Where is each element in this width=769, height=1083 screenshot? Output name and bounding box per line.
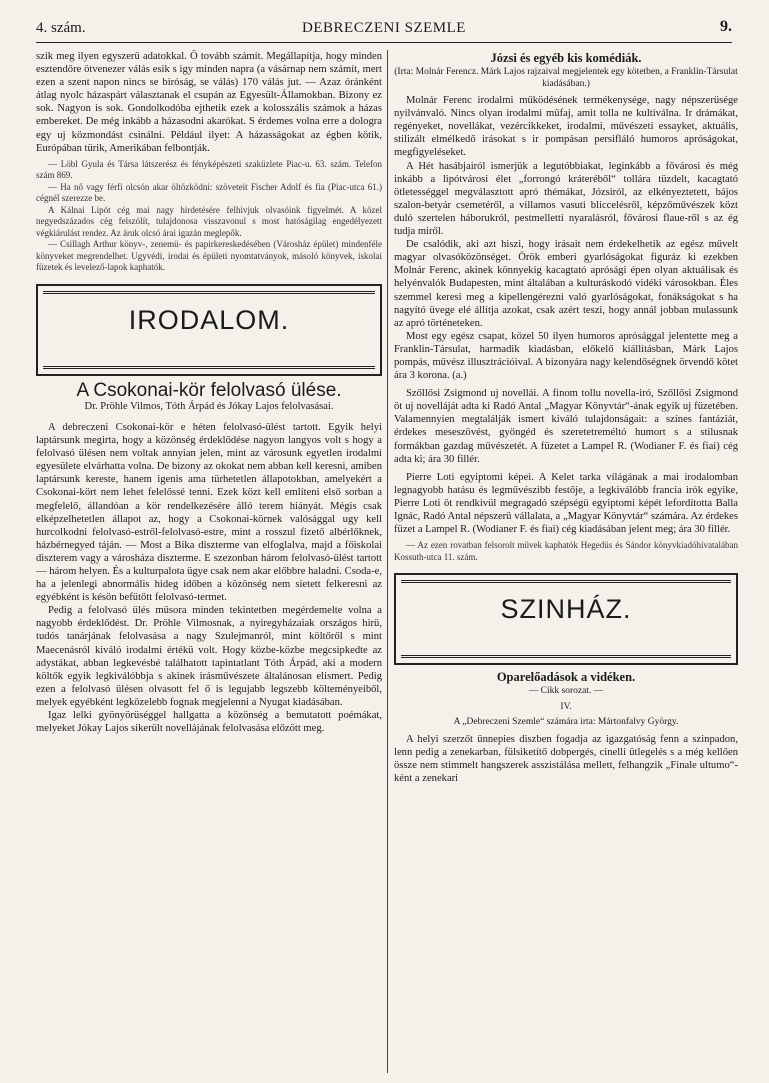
review-paragraph: A Hét hasábjairól ismerjük a legutóbbiakat, leginkább a fővárosi és még inkább a lipótvárosi élet „forrongó kráteréből“ tollára tüzdelt, kacagtató ötletességgel megválasztott apró thémákat, Józsiról, az elkényeztetett, bájos szalon-betyár csemetéről, a villamos vasuti bliccelésről, képzőművészek közt duló szertelen háborukról, pestmelletti nyaralásról, fővárosi flaue-ről s az ég tudja miről. — [394, 160, 738, 238]
review-loti: Pierre Loti egyiptomi képei. A Kelet tarka világának a mai irodalomban legnagyobb hatásu és legművészibb festője, a legkiválóbb francia irók egyike, Pierre Loti öt rendkivül megragadó szépségü egyiptomi képét lefordította Balla Ignác, Radó Antal népszerü vállalata, a „Magyar Könyvtár“ számára. Az érdekes füzet a Lampel R. (Wodianer F. és fiai) cég kiadásában jelent meg; ára 30 fillér. — [394, 471, 738, 536]
column-divider — [387, 50, 388, 1073]
review-paragraph: Molnár Ferenc irodalmi működésének termékenysége, nagy népszerüsége nyilvánvaló. Nincs olyan irodalmi műfaj, amit tolla ne kultiválna. Ir drámákat, regényeket, novellákat, vezércikkeket, irodalmi, művészeti essayket, aktuális, stilizált elmélkedő irásokat s ir pompásan persifláló humoros apróságokat, megfigyeléseket. — [394, 95, 738, 159]
issue-number: 4. szám. — [36, 20, 86, 36]
masthead-title: DEBRECZENI SZEMLE — [302, 20, 466, 36]
review-title-jozsi: Józsi és egyéb kis komédiák. — [490, 51, 642, 65]
ad-csillagh: — Csillagh Arthur könyv-, zenemü- és papirkereskedésében (Városház épület) mindenféle könyveket megrendelhet. Ugyvédi, irodai és épületi nyomtatványok, másoló könyvek, iskolai füzetek és levelező-lapok kaphatók. — [36, 239, 382, 273]
theatre-series: — Cikk sorozat. — — [528, 686, 604, 697]
theatre-title: Oparelőadások a vidéken. — [496, 670, 636, 685]
review-credit: (Irta: Molnár Ferencz. Márk Lajos rajzaival megjelentek egy kötetben, a Franklin-Társulat kiadásában.) — [394, 67, 738, 89]
article-title: A Csokonai-kör felolvasó ülése. — [76, 379, 342, 401]
ad-lobl: — Löbl Gyula és Társa látszerész és fényképészeti szaküzlete Piac-u. 63. szám. Telefon szám 869. — [36, 158, 382, 181]
theatre-paragraph: A helyi szerzőt ünnepies diszben fogadja az igazgatóság fenn a szinpadon, lenn pedig a zenekarban, fülsiketítő dobpergés, cinelli ütlegelés s a még kellően össze nem stimmelt hangszerek asszistálása mellett, felhangzik „Finale ultumo“-ként a zenekari — [394, 733, 738, 785]
page-header — [36, 18, 732, 43]
article-paragraph: Pedig a felolvasó ülés műsora minden tekintetben megérdemelte volna a nagyobb érdeklődést. Dr. Pröhle Vilmosnak, a nyiregyházaiak országos hirü, tudós tanárjának felolvasása a nagy Szulejmanról, mint költőről s mint Maecenásról kiváló irodalmi értékü volt. Hogy közbe-közbe megcsipkedte az adystákat, abban legkevésbé találhatott tapintatlant Tóth Árpád, aki a modern költők egyik legkiválóbbja s akinek irásművészete általánosan elismert. Pedig ezen a felolvasó ülésen olvasott fel ő is legujabb legszebb költeményeiből, melyek egyébként legközelebb fognak megjelenni a Nyugat kiadásában. — [36, 605, 382, 708]
theatre-part: IV. — [560, 701, 572, 712]
section-title-irodalom: IRODALOM. — [128, 304, 290, 335]
ad-fischer: — Ha nő vagy férfi olcsón akar öltözködni: szöveteit Fischer Adolf és fia (Piac-utca 61.) cégnél szerezze be. — [36, 181, 382, 204]
availability-notice: — Az ezen rovatban felsorolt müvek kaphatók Hegedüs és Sándor könyvkiadóhivatalában Kossuth-utca 11. szám. — [394, 540, 738, 562]
review-szollosi: Szőllősi Zsigmond uj novellái. A finom tollu novella-iró, Szőllősi Zsigmond öt uj novelláját adta ki Radó Antal „Magyar Könyvtár“-ának egyik uj füzetében. Valamennyien megtalálják ismert kiváló tulajdonságait: a színes fantáziát, érdekes meseszövést, gyöngéd és szeretetreméltó humort s a stilusnak formákban gazdag művészetét. A füzetet a Lampel R. (Wodianer F. és fiai) cég adta ki; ára 30 fillér. — [394, 388, 738, 465]
irodalom-banner — [36, 284, 382, 376]
szinhaz-banner — [394, 573, 738, 665]
section-title-szinhaz: SZINHÁZ. — [500, 594, 632, 625]
ad-kalnai: A Kálnai Lipót cég mai nagy hirdetésére felhivjuk olvasóink figyelmét. A közel negyedszázados cég felszólít, tulajdonosa visszavonul s most hatóságilag engedélyezett végkiárulást rendez. Az áruk olcsó árai igazán meglepők. — [36, 204, 382, 238]
article-paragraph: A debreczeni Csokonai-kör e héten felolvasó-ülést tartott. Egyik helyi laptársunk megirta, hogy a közönség érdeklődése nagyon langyos volt s hogy a felolvasó ülésen nem voltak annyian jelen, mint az városunk egyetlen irodalmi egyesülete elvárhatta volna. De bizony az okokat nem abban kell keresni, amiben laptársunk kereste, hanem igenis ama türhetetlen állapotokban, amelyekért a Csokonai-kört nem lehet felelőssé tenni. Ezek közt kell említeni első sorban a megfelelő, állandóan a kör rendelkezésére álló terem hiányát. Mégis csak elképzelhetetlen állapot az, hogy a Csokonai-körnek valósággal ugy kell hurcolkodni felolvasó-estről-felolvasó-estre, mint a rosszul fizető albérlőknek, házbérnegyed táján. — Most a Bika diszterme van elfoglalva, majd a főiskolai diszterem vagy a városháza diszterme. E szezonban három felolvasó-ülést tartott — három helyen. És a kulturpalota ügye csak nem akar előbbre haladni. Csoda-e, ha a jelenlegi abnormális hideg időben a közönség nem sietett felkeresni az egyébként is késön befütött felolvasó-termet. — [36, 421, 382, 604]
page-number: 9. — [720, 18, 732, 35]
article-authors: Dr. Pröhle Vilmos, Tóth Árpád és Jókay Lajos felolvasásai. — [84, 400, 334, 412]
theatre-byline: A „Debreczeni Szemle“ számára irta: Mártonfalvy György. — [453, 717, 679, 728]
review-paragraph: Most egy egész csapat, közel 50 ilyen humoros aprósággal jelentette meg a Franklin-Társulat, harmadik kiadásban, előkelő kiállításban, Márk Lajos pompás, művész illusztrációival. A bizonyára nagy kelendőségnek örvendő kötet ára 3 korona. (a.) — [394, 330, 738, 382]
intro-paragraph: szik meg ilyen egyszerü adatokkal. Ő tovább számít. Megállapítja, hogy minden esztendőre ötvenezer válás esik s igy minden napra (a vásárnap nem számít, mert ezen a szent napon nincs se biróság, se válás) 170 válás jut. — Azaz óránként átlag nyolc házaspárt választanak el csupán az Egyesült-Államokban. Bizony ez sok. Nagyon is sok. Gondolkodóba ejthetik ezek a kolosszális számok a házas embereket. De még inkább a házasodni akarókat. S érdemes volna erre a dologra egy uj közmondást csinálni. Például ilyet: A házasságokat az égben kötik, Európában türik, Amerikában felbontják. — [36, 51, 382, 154]
left-column — [36, 50, 382, 1079]
right-column — [394, 50, 738, 1079]
review-paragraph: De csalódik, aki azt hiszi, hogy irásait nem érdekelhetik az egész művelt magyar olvasóközönséget. Örök emberi gyarlóságokat figuráz ki ezekben Molnár Ferenc, akinek könnyekig kacagtató aprósági épen olyan aktuálisak és helyénvalók Budapesten, mint általában a kulturáskodó vidéki városokban. Éles szemmel keresi meg a kipellengérezni való gyarlóságokat, fonákságokat s ha nagyító üvege elé állítja azokat, csak azért teszi, hogy annál jobban mulassunk az apró történeteken. — [394, 239, 738, 329]
article-paragraph: Igaz lelki gyönyörüséggel hallgatta a közönség a bemutatott poémákat, melyeket Jókay Lajos sikerült novellájának felolvasása előzött meg. — [36, 710, 382, 735]
